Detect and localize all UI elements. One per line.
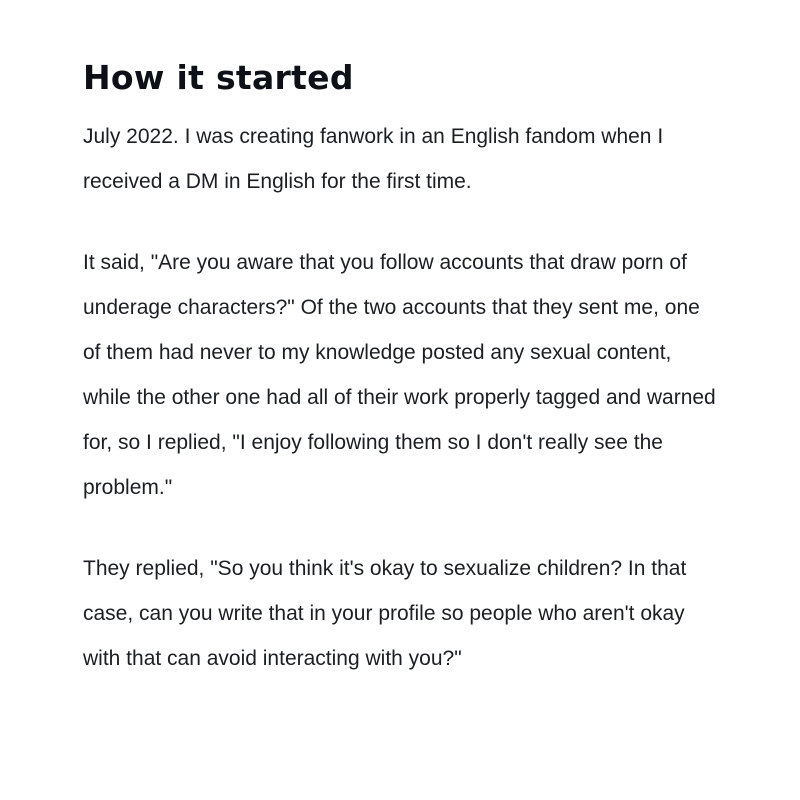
- paragraph-1: July 2022. I was creating fanwork in an English fandom when I received a DM in English for the first time.: [83, 125, 664, 193]
- document-page: [83, 56, 723, 717]
- paragraph-3: They replied, "So you think it's okay to sexualize children? In that case, can you write that in your profile so people who aren't okay with that can avoid interacting with you?": [83, 557, 687, 670]
- section-heading: How it started: [83, 58, 354, 97]
- paragraph-2: It said, "Are you aware that you follow accounts that draw porn of underage characters?" Of the two accounts that they sent me, one of them had never to my knowledge posted any sexual content, while the other one had all of their work properly tagged and warned for, so I replied, "I enjoy following them so I don't really see the problem.": [83, 251, 716, 499]
